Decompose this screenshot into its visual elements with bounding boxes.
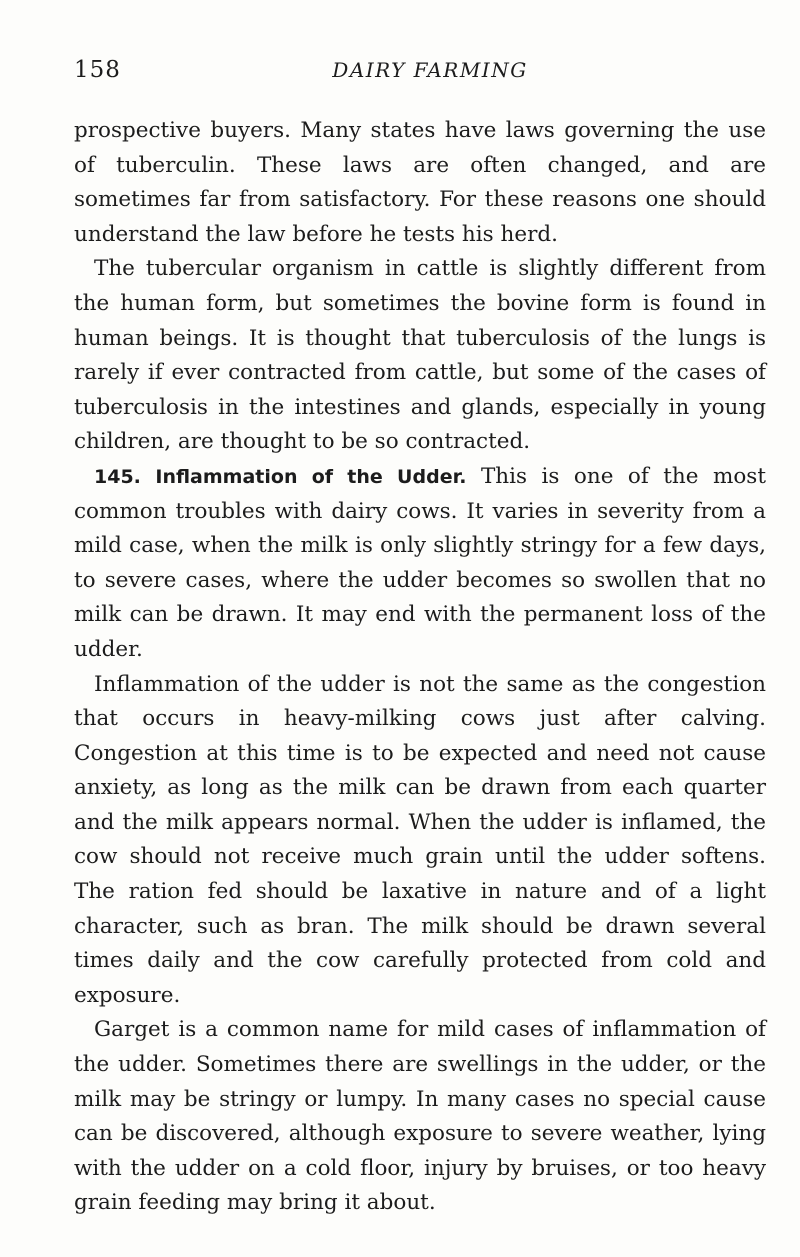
paragraph-tubercular-organism: The tubercular organism in cattle is slightly different from the human form, but sometimes the bovine form is found in human beings. It is thought that tuberculosis of the lungs is rarely if ever contracted from cattle, but some of the cases of tuberculosis in the intestines and glands, especially in young children, are thought to be so contracted. bbox=[74, 256, 766, 455]
paragraph-garget: Garget is a common name for mild cases of inflammation of the udder. Sometimes there are swellings in the udder, or the milk may be stringy or lumpy. In many cases no special cause can be discovered, although exposure to severe weather, lying with the udder on a cold floor, injury by bruises, or too heavy grain feeding may bring it about. bbox=[74, 1017, 766, 1216]
section-145-paragraph bbox=[74, 460, 766, 668]
section-text: This is one of the most common troubles with dairy cows. It varies in severity from a mild case, when the milk is only slightly stringy for a few days, to severe cases, where the udder becomes so swollen that no milk can be drawn. It may end with the permanent loss of the udder. bbox=[74, 463, 766, 662]
page-number: 158 bbox=[74, 57, 121, 83]
paragraph-continued: prospective buyers. Many states have laws governing the use of tuberculin. These laws are often changed, and are sometimes far from satisfactory. For these reasons one should understand the law before he tests his herd. bbox=[74, 118, 766, 247]
section-heading: Inflammation of the Udder. bbox=[155, 465, 467, 488]
body-text bbox=[74, 114, 766, 1221]
section-number: 145. bbox=[94, 465, 141, 488]
running-head bbox=[74, 50, 766, 90]
paragraph-inflammation-vs-congestion: Inflammation of the udder is not the same as the congestion that occurs in heavy-milking cows just after calving. Congestion at this time is to be expected and need not cause anxiety, as long as the milk can be drawn from each quarter and the milk appears normal. When the udder is inflamed, the cow should not receive much grain until the udder softens. The ration fed should be laxative in nature and of a light character, such as bran. The milk should be drawn several times daily and the cow carefully protected from cold and exposure. bbox=[74, 671, 766, 1008]
running-title: DAIRY FARMING bbox=[332, 58, 528, 82]
